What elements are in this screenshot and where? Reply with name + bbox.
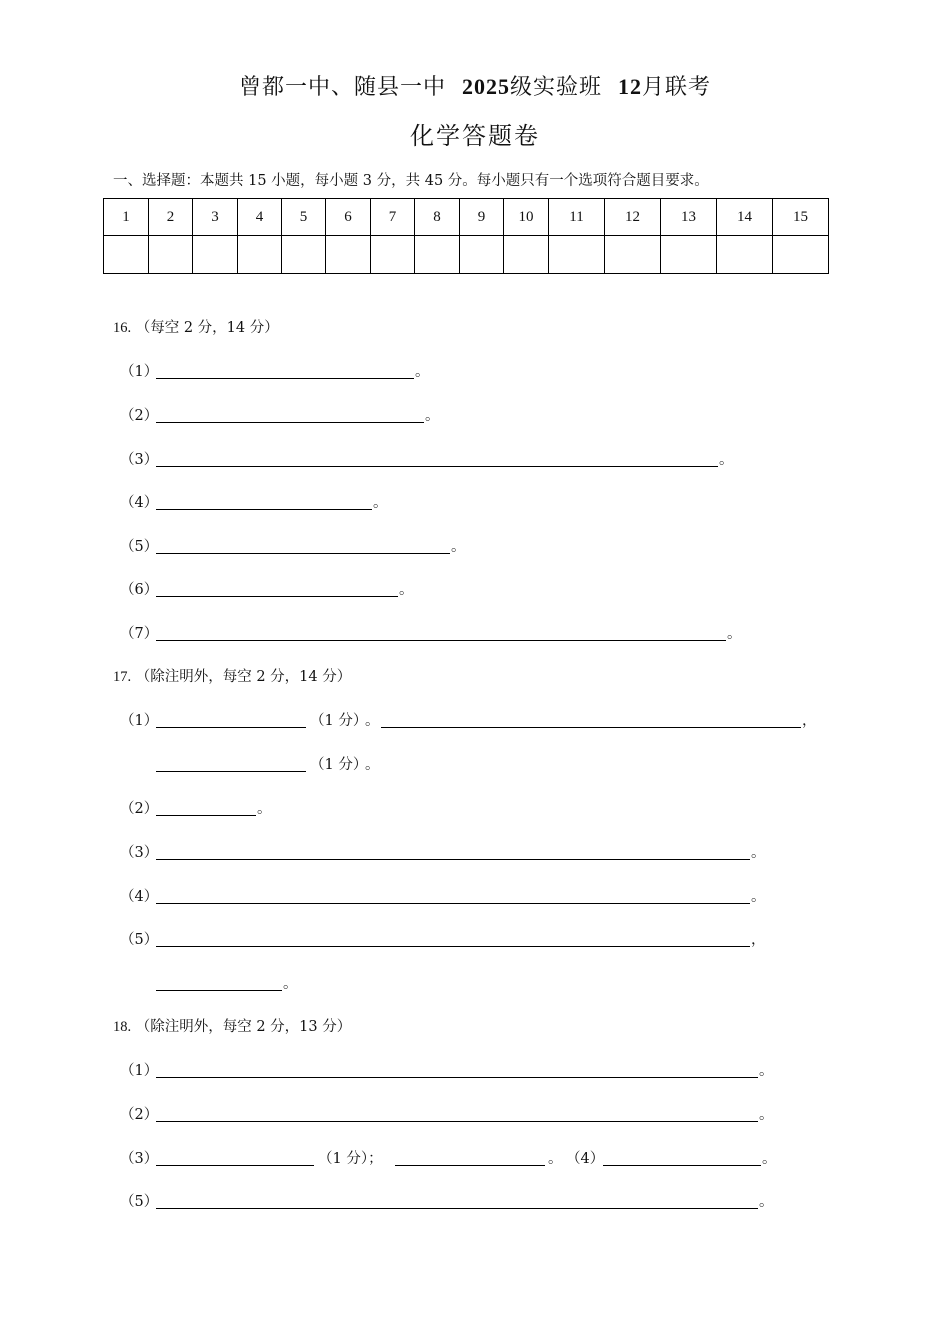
section1-instruction: 一、选择题：本题共 15 小题，每小题 3 分，共 45 分。每小题只有一个选项符合题目要求。: [113, 173, 709, 189]
answer-cell[interactable]: [149, 236, 193, 274]
col-header: 7: [371, 199, 415, 236]
answer-blank[interactable]: [156, 946, 750, 947]
q17-header: 17. （除注明外，每空 2 分，14 分）: [113, 669, 352, 685]
answer-blank[interactable]: [156, 903, 750, 904]
col-header: 1: [104, 199, 149, 236]
col-header: 4: [238, 199, 282, 236]
answer-cell[interactable]: [549, 236, 605, 274]
col-header: 15: [773, 199, 829, 236]
col-header: 3: [193, 199, 238, 236]
q16-header: 16. （每空 2 分，14 分）: [113, 320, 279, 336]
col-header: 12: [605, 199, 661, 236]
col-header: 9: [460, 199, 504, 236]
title-exam-type: 月联考: [642, 75, 712, 100]
exam-subtitle: 化学答题卷: [410, 122, 540, 150]
col-header: 8: [415, 199, 460, 236]
title-month: 12: [618, 74, 642, 99]
answer-blank[interactable]: [156, 378, 414, 379]
answer-blank[interactable]: [156, 727, 306, 728]
answer-cell[interactable]: [282, 236, 326, 274]
answer-cell[interactable]: [193, 236, 238, 274]
answer-cell[interactable]: [605, 236, 661, 274]
answer-blank[interactable]: [156, 990, 282, 991]
answer-cell[interactable]: [460, 236, 504, 274]
answer-blank[interactable]: [395, 1165, 545, 1166]
answer-cell[interactable]: [415, 236, 460, 274]
answer-cell[interactable]: [326, 236, 371, 274]
col-header: 6: [326, 199, 371, 236]
answer-blank[interactable]: [156, 771, 306, 772]
answer-blank[interactable]: [156, 815, 256, 816]
col-header: 13: [661, 199, 717, 236]
choice-answer-table: [103, 198, 829, 274]
answer-blank[interactable]: [156, 509, 372, 510]
answer-blank[interactable]: [156, 1208, 758, 1209]
answer-cell[interactable]: [104, 236, 149, 274]
answer-cell[interactable]: [661, 236, 717, 274]
answer-blank[interactable]: [156, 1165, 314, 1166]
title-class: 级实验班: [509, 75, 602, 100]
title-grade-year: 2025: [461, 74, 510, 99]
answer-cell[interactable]: [717, 236, 773, 274]
answer-blank[interactable]: [156, 1121, 758, 1122]
col-header: 5: [282, 199, 326, 236]
q18-header: 18. （除注明外，每空 2 分，13 分）: [113, 1019, 352, 1035]
answer-blank[interactable]: [603, 1165, 761, 1166]
col-header: 14: [717, 199, 773, 236]
answer-blank[interactable]: [156, 422, 424, 423]
answer-blank[interactable]: [156, 466, 718, 467]
col-header: 11: [549, 199, 605, 236]
answer-blank[interactable]: [156, 640, 726, 641]
answer-cell[interactable]: [504, 236, 549, 274]
answer-blank[interactable]: [156, 553, 450, 554]
exam-title: [0, 70, 950, 101]
title-schools: 曾都一中、随县一中: [238, 75, 446, 100]
answer-blank[interactable]: [381, 727, 801, 728]
answer-cell[interactable]: [773, 236, 829, 274]
answer-blank[interactable]: [156, 596, 398, 597]
answer-blank[interactable]: [156, 859, 750, 860]
answer-blank[interactable]: [156, 1077, 758, 1078]
col-header: 10: [504, 199, 549, 236]
answer-cell[interactable]: [371, 236, 415, 274]
answer-cell[interactable]: [238, 236, 282, 274]
col-header: 2: [149, 199, 193, 236]
